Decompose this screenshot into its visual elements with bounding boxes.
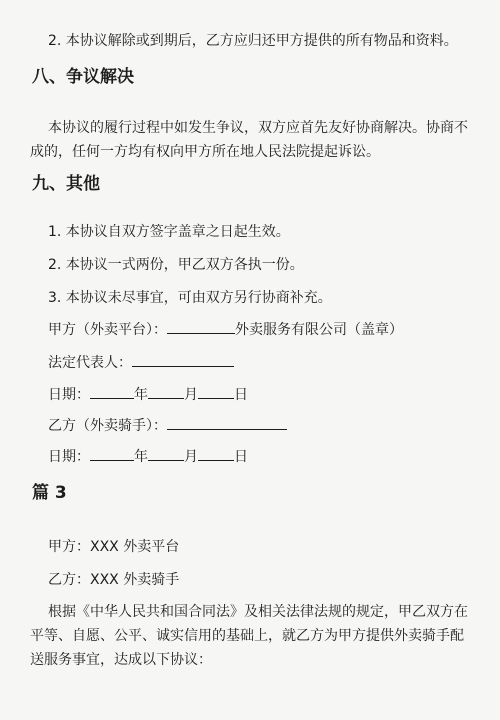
party-a-suffix: 外卖服务有限公司（盖章） <box>235 322 403 338</box>
clause-item-return: 2. 本协议解除或到期后，乙方应归还甲方提供的所有物品和资料。 <box>48 33 458 49</box>
part-3-heading: 篇 3 <box>32 483 67 503</box>
day-label-2: 日 <box>234 449 248 465</box>
month-label-1: 月 <box>184 387 198 403</box>
date-label-2: 日期： <box>48 449 90 465</box>
party-b-name: 乙方：XXX 外卖骑手 <box>48 572 180 588</box>
party-a-name: 甲方：XXX 外卖平台 <box>48 539 180 555</box>
party-a-signature-line <box>48 319 403 340</box>
month-blank-2 <box>148 446 184 461</box>
month-blank-1 <box>148 384 184 399</box>
party-b-signature-line <box>48 415 287 436</box>
section-8-heading: 八、争议解决 <box>32 67 134 87</box>
day-blank-1 <box>198 384 234 399</box>
section-9-item-3: 3. 本协议未尽事宜，可由双方另行协商补充。 <box>48 290 332 306</box>
month-label-2: 月 <box>184 449 198 465</box>
legal-rep-blank <box>132 352 234 367</box>
section-9-item-1: 1. 本协议自双方签字盖章之日起生效。 <box>48 224 290 240</box>
date-line-2 <box>48 446 248 467</box>
year-label-1: 年 <box>134 387 148 403</box>
year-label-2: 年 <box>134 449 148 465</box>
legal-rep-line <box>48 352 234 373</box>
date-line-1 <box>48 384 248 405</box>
year-blank-1 <box>90 384 134 399</box>
party-a-blank <box>167 319 235 334</box>
legal-rep-label: 法定代表人： <box>48 355 132 371</box>
day-label-1: 日 <box>234 387 248 403</box>
section-9-heading: 九、其他 <box>32 174 100 194</box>
date-label-1: 日期： <box>48 387 90 403</box>
party-b-label: 乙方（外卖骑手）： <box>48 418 167 434</box>
party-a-label: 甲方（外卖平台）： <box>48 322 167 338</box>
year-blank-2 <box>90 446 134 461</box>
party-b-blank <box>167 415 287 430</box>
day-blank-2 <box>198 446 234 461</box>
section-9-item-2: 2. 本协议一式两份，甲乙双方各执一份。 <box>48 257 304 273</box>
intro-paragraph: 根据《中华人民共和国合同法》及相关法律法规的规定，甲乙双方在平等、自愿、公平、诚实信用的基础上，就乙方为甲方提供外卖骑手配送服务事宜，达成以下协议： <box>30 604 468 668</box>
section-8-paragraph: 本协议的履行过程中如发生争议，双方应首先友好协商解决。协商不成的，任何一方均有权向甲方所在地人民法院提起诉讼。 <box>30 120 468 160</box>
